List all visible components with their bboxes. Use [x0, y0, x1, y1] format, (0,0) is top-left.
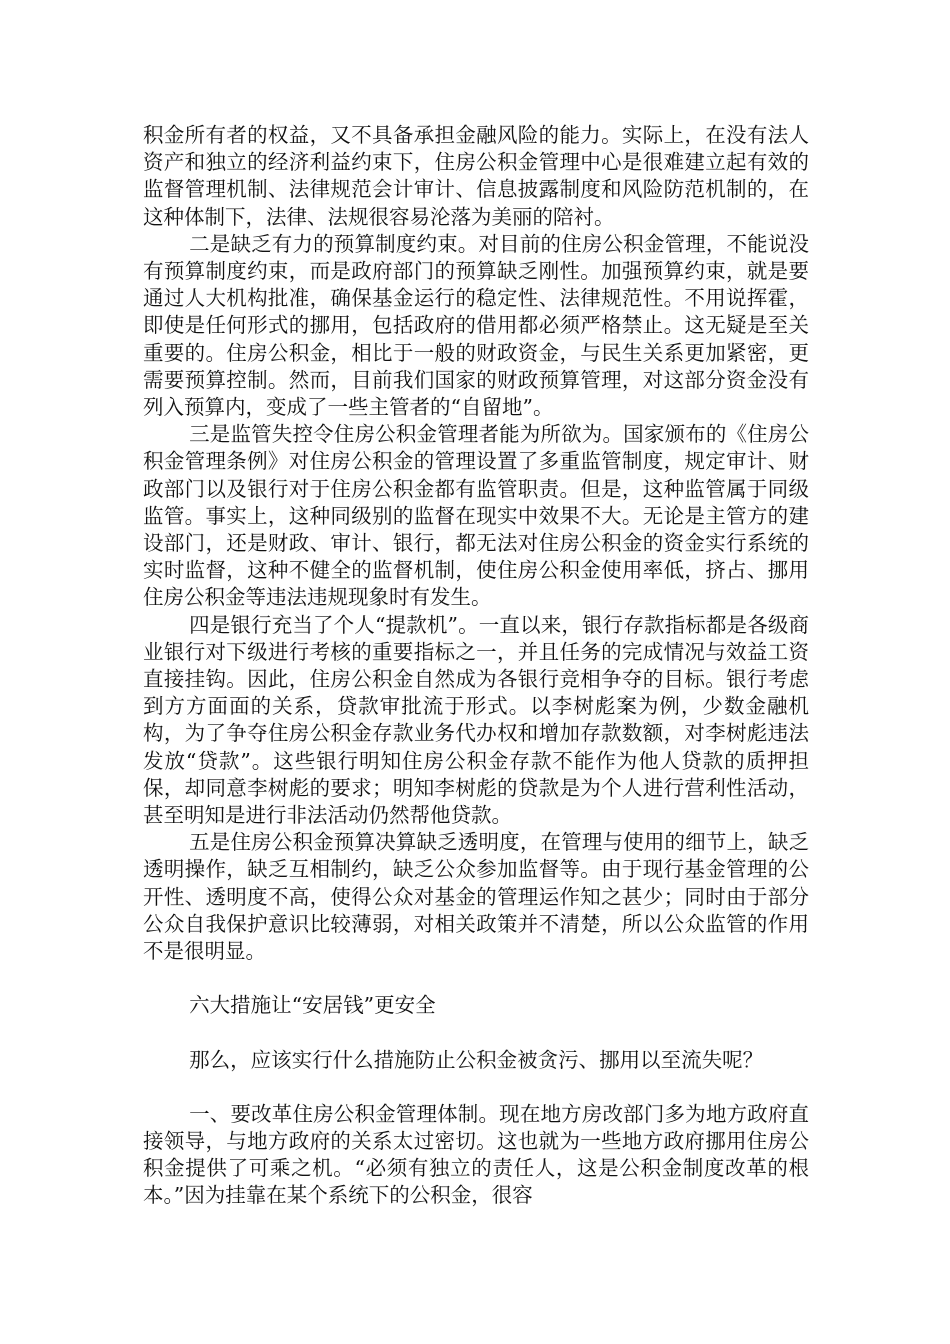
section-heading: 六大措施让“安居钱”更安全 — [189, 993, 436, 1018]
paragraph-budget-constraint: 二是缺乏有力的预算制度约束。对目前的住房公积金管理，不能说没有预算制度约束，而是政府部门的预算缺乏刚性。加强预算约束，就是要通过人大机构批准，确保基金运行的稳定性、法律规范性。不用说挥霍，即使是任何形式的挪用，包括政府的借用都必须严格禁止。这无疑是至关重要的。住房公积金，相比于一般的财政资金，与民生关系更加紧密，更需要预算控制。然而，目前我们国家的财政预算管理，对这部分资金没有列入预算内，变成了一些主管者的“自留地”。 — [143, 231, 809, 420]
paragraph-measure-one: 一、要改革住房公积金管理体制。现在地方房改部门多为地方政府直接领导，与地方政府的关系太过密切。这也就为一些地方政府挪用住房公积金提供了可乘之机。“必须有独立的责任人，这是公积金制度改革的根本。”因为挂靠在某个系统下的公积金，很容 — [143, 1101, 809, 1208]
paragraph-bank-atm: 四是银行充当了个人“提款机”。一直以来，银行存款指标都是各级商业银行对下级进行考核的重要指标之一，并且任务的完成情况与效益工资直接挂钩。因此，住房公积金自然成为各银行竞相争夺的目标。银行考虑到方方面面的关系，贷款审批流于形式。以李树彪案为例，少数金融机构，为了争夺住房公积金存款业务代办权和增加存款数额，对李树彪违法发放“贷款”。这些银行明知住房公积金存款不能作为他人贷款的质押担保，却同意李树彪的要求；明知李树彪的贷款是为个人进行营利性活动，甚至明知是进行非法活动仍然帮他贷款。 — [143, 612, 809, 828]
paragraph-continuation: 积金所有者的权益，又不具备承担金融风险的能力。实际上，在没有法人资产和独立的经济利益约束下，住房公积金管理中心是很难建立起有效的监督管理机制、法律规范会计审计、信息披露制度和风险防范机制的，在这种体制下，法律、法规很容易沦落为美丽的陪衬。 — [143, 123, 809, 229]
document-body — [143, 122, 809, 1210]
paragraph-supervision-failure: 三是监管失控令住房公积金管理者能为所欲为。国家颁布的《住房公积金管理条例》对住房公积金的管理设置了多重监管制度，规定审计、财政部门以及银行对于住房公积金都有监管职责。但是，这种监管属于同级监管。事实上，这种同级别的监督在现实中效果不大。无论是主管方的建设部门，还是财政、审计、银行，都无法对住房公积金的资金实行系统的实时监督，这种不健全的监督机制，使住房公积金使用率低，挤占、挪用住房公积金等违法违规现象时有发生。 — [143, 422, 809, 610]
question-paragraph: 那么，应该实行什么措施防止公积金被贪污、挪用以至流失呢？ — [189, 1047, 764, 1072]
paragraph-transparency: 五是住房公积金预算决算缺乏透明度，在管理与使用的细节上，缺乏透明操作，缺乏互相制约，缺乏公众参加监督等。由于现行基金管理的公开性、透明度不高，使得公众对基金的管理运作知之甚少；同时由于部分公众自我保护意识比较薄弱，对相关政策并不清楚，所以公众监管的作用不是很明显。 — [143, 830, 809, 964]
